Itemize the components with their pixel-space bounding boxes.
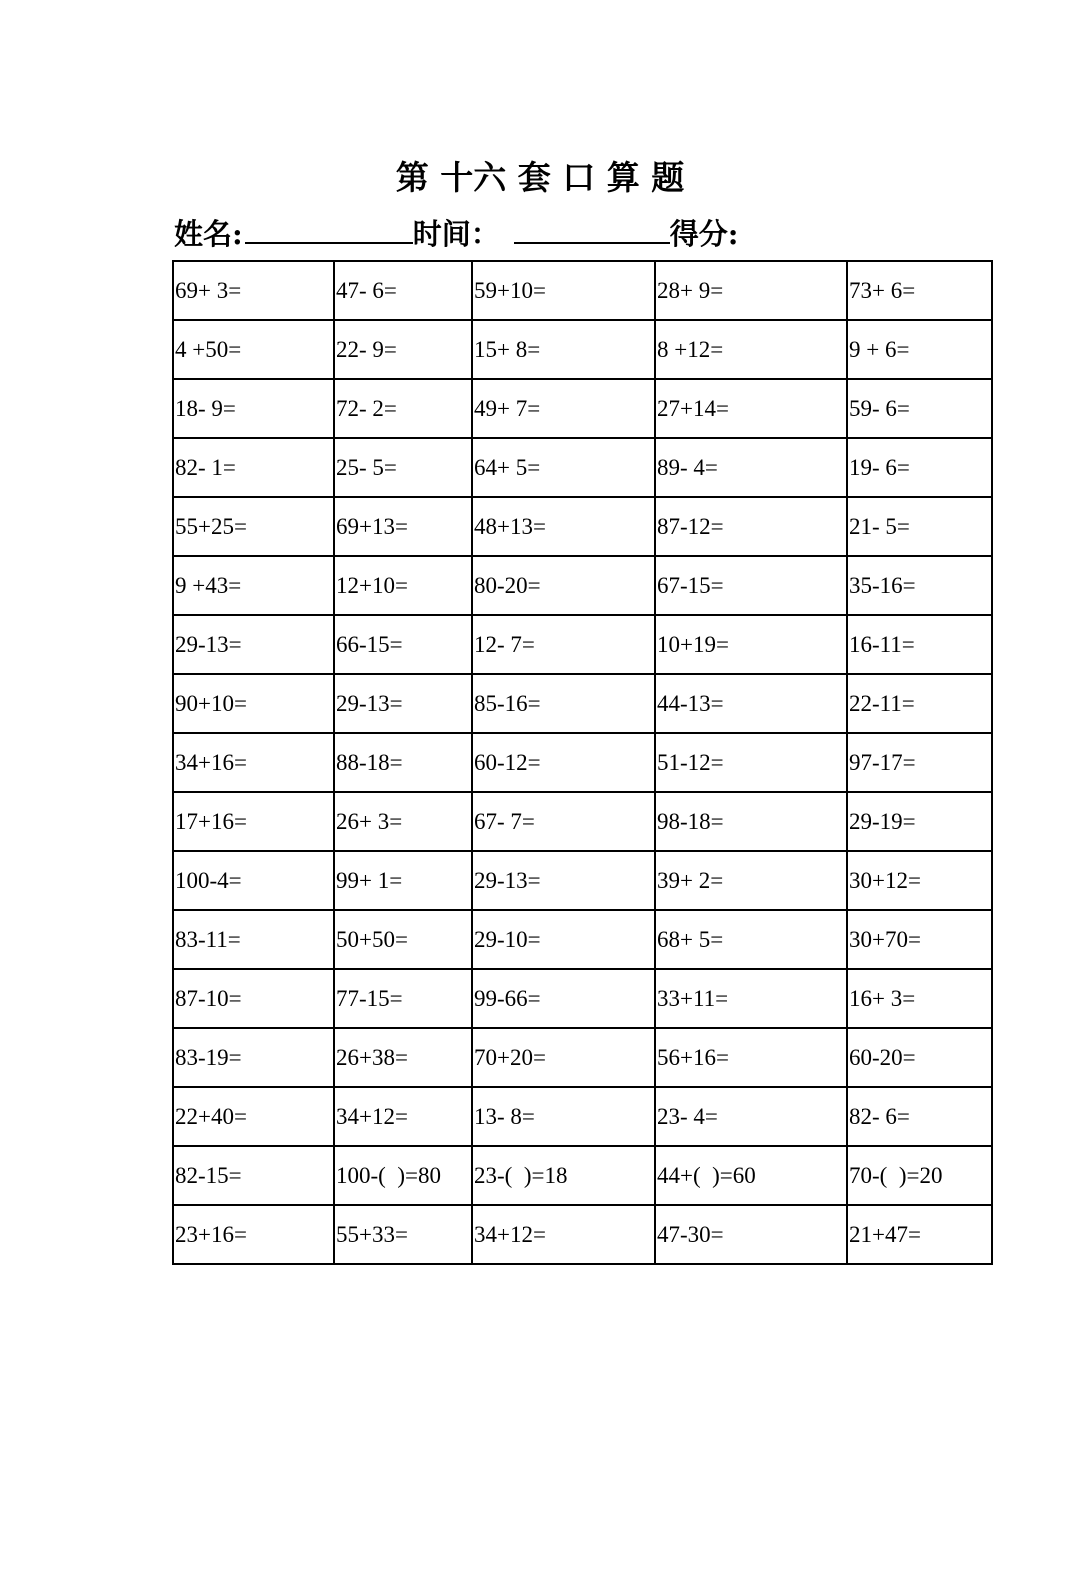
problem-cell: 30+70= (847, 910, 992, 969)
problem-cell: 55+33= (334, 1205, 472, 1264)
problem-cell: 18- 9= (173, 379, 334, 438)
table-row (173, 556, 992, 615)
problem-cell: 80-20= (472, 556, 655, 615)
problem-cell: 10+19= (655, 615, 847, 674)
problem-cell: 23-( )=18 (472, 1146, 655, 1205)
problem-cell: 29-13= (334, 674, 472, 733)
problem-cell: 67-15= (655, 556, 847, 615)
problem-cell: 9 + 6= (847, 320, 992, 379)
problem-cell: 44+( )=60 (655, 1146, 847, 1205)
problem-cell: 68+ 5= (655, 910, 847, 969)
problem-cell: 47- 6= (334, 261, 472, 320)
problem-cell: 89- 4= (655, 438, 847, 497)
problem-cell: 17+16= (173, 792, 334, 851)
table-row (173, 1087, 992, 1146)
problem-cell: 35-16= (847, 556, 992, 615)
problem-cell: 34+16= (173, 733, 334, 792)
score-label: 得分: (669, 217, 739, 251)
table-row (173, 851, 992, 910)
table-row (173, 320, 992, 379)
problem-cell: 67- 7= (472, 792, 655, 851)
problem-cell: 34+12= (472, 1205, 655, 1264)
problem-cell: 82- 6= (847, 1087, 992, 1146)
problem-cell: 25- 5= (334, 438, 472, 497)
table-row (173, 379, 992, 438)
problem-cell: 82-15= (173, 1146, 334, 1205)
problem-cell: 66-15= (334, 615, 472, 674)
problem-cell: 39+ 2= (655, 851, 847, 910)
problem-cell: 50+50= (334, 910, 472, 969)
problem-cell: 26+ 3= (334, 792, 472, 851)
table-row (173, 1146, 992, 1205)
table-row (173, 792, 992, 851)
table-row (173, 910, 992, 969)
problem-cell: 9 +43= (173, 556, 334, 615)
problem-cell: 85-16= (472, 674, 655, 733)
problem-cell: 15+ 8= (472, 320, 655, 379)
problem-cell: 47-30= (655, 1205, 847, 1264)
problem-cell: 28+ 9= (655, 261, 847, 320)
problem-cell: 69+13= (334, 497, 472, 556)
problem-cell: 64+ 5= (472, 438, 655, 497)
problem-cell: 87-12= (655, 497, 847, 556)
problem-cell: 23+16= (173, 1205, 334, 1264)
problem-cell: 19- 6= (847, 438, 992, 497)
problem-cell: 30+12= (847, 851, 992, 910)
problem-grid-body (173, 261, 992, 1264)
problem-cell: 73+ 6= (847, 261, 992, 320)
name-label: 姓名: (174, 217, 243, 251)
table-row (173, 969, 992, 1028)
problem-cell: 98-18= (655, 792, 847, 851)
problem-cell: 88-18= (334, 733, 472, 792)
problem-cell: 16-11= (847, 615, 992, 674)
problem-cell: 26+38= (334, 1028, 472, 1087)
problem-cell: 34+12= (334, 1087, 472, 1146)
problem-cell: 100-4= (173, 851, 334, 910)
table-row (173, 438, 992, 497)
problem-cell: 69+ 3= (173, 261, 334, 320)
problem-cell: 56+16= (655, 1028, 847, 1087)
problem-cell: 90+10= (173, 674, 334, 733)
problem-cell: 22- 9= (334, 320, 472, 379)
table-row (173, 497, 992, 556)
problem-cell: 49+ 7= (472, 379, 655, 438)
problem-cell: 29-10= (472, 910, 655, 969)
problem-cell: 55+25= (173, 497, 334, 556)
problem-cell: 99-66= (472, 969, 655, 1028)
problem-cell: 59- 6= (847, 379, 992, 438)
time-blank[interactable] (514, 212, 670, 244)
problem-cell: 21+47= (847, 1205, 992, 1264)
table-row (173, 615, 992, 674)
problem-cell: 59+10= (472, 261, 655, 320)
time-label: 时间： (412, 217, 500, 251)
problem-cell: 29-19= (847, 792, 992, 851)
problem-cell: 70+20= (472, 1028, 655, 1087)
problem-cell: 83-11= (173, 910, 334, 969)
table-row (173, 674, 992, 733)
problem-cell: 27+14= (655, 379, 847, 438)
problem-cell: 100-( )=80 (334, 1146, 472, 1205)
problem-cell: 60-20= (847, 1028, 992, 1087)
problem-cell: 87-10= (173, 969, 334, 1028)
problem-grid (172, 260, 993, 1265)
problem-cell: 29-13= (472, 851, 655, 910)
problem-cell: 12+10= (334, 556, 472, 615)
name-blank[interactable] (245, 212, 413, 244)
table-row (173, 261, 992, 320)
table-row (173, 733, 992, 792)
problem-cell: 13- 8= (472, 1087, 655, 1146)
problem-cell: 4 +50= (173, 320, 334, 379)
problem-cell: 72- 2= (334, 379, 472, 438)
problem-cell: 70-( )=20 (847, 1146, 992, 1205)
problem-cell: 8 +12= (655, 320, 847, 379)
problem-cell: 21- 5= (847, 497, 992, 556)
problem-cell: 44-13= (655, 674, 847, 733)
problem-cell: 83-19= (173, 1028, 334, 1087)
problem-cell: 23- 4= (655, 1087, 847, 1146)
problem-cell: 82- 1= (173, 438, 334, 497)
problem-cell: 22+40= (173, 1087, 334, 1146)
problem-cell: 16+ 3= (847, 969, 992, 1028)
student-info-line (174, 210, 738, 258)
problem-cell: 97-17= (847, 733, 992, 792)
problem-cell: 51-12= (655, 733, 847, 792)
problem-cell: 22-11= (847, 674, 992, 733)
problem-cell: 12- 7= (472, 615, 655, 674)
problem-cell: 29-13= (173, 615, 334, 674)
problem-cell: 48+13= (472, 497, 655, 556)
table-row (173, 1028, 992, 1087)
problem-cell: 60-12= (472, 733, 655, 792)
problem-cell: 33+11= (655, 969, 847, 1028)
table-row (173, 1205, 992, 1264)
problem-cell: 77-15= (334, 969, 472, 1028)
problem-cell: 99+ 1= (334, 851, 472, 910)
worksheet-title: 第 十六 套 口 算 题 (395, 158, 685, 197)
